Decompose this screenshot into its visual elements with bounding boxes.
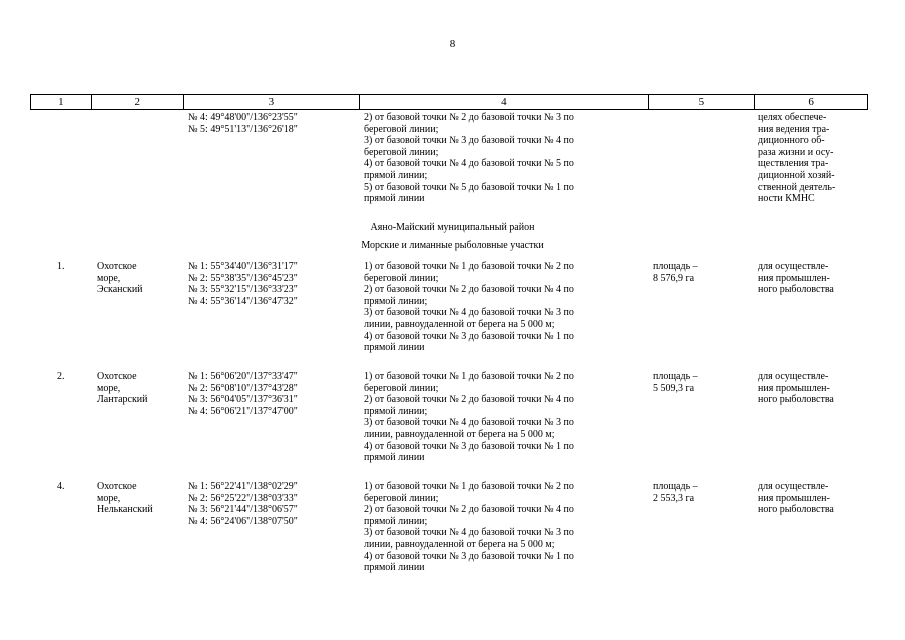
column-header-5: 5 (649, 95, 756, 109)
area-size: площадь – 2 553,3 га (653, 481, 698, 504)
district-title: Аяно-Майский муниципальный район (370, 222, 535, 233)
continuation-coords: № 4: 49°48'00"/136°23'55" № 5: 49°51'13"/136°26'18" (188, 112, 298, 135)
row-number: 4. (57, 481, 65, 492)
row-number: 1. (57, 261, 65, 272)
boundary-description: 1) от базовой точки № 1 до базовой точки № 2 по береговой линии; 2) от базовой точки № 2 до базовой точки № 4 по прямой линии; 3) от базовой точки № 4 до базовой точки № 3 по линии, равноудаленной от берега на 5 000 м; 4) от базовой точки № 3 до базовой точки № 1 по прямой линии (364, 481, 574, 574)
column-header-6: 6 (808, 96, 814, 108)
purpose: для осуществле- ния промышлен- ного рыболовства (758, 481, 834, 516)
area-size: площадь – 8 576,9 га (653, 261, 698, 284)
continuation-purpose: целях обеспече- ния ведения тра- диционного об- раза жизни и осу- ществления тра- диционной хозяй- ственной деятель- ности КМНС (758, 112, 836, 205)
column-header-1: 1 (31, 95, 92, 109)
area-name: Охотское море, Эсканский (97, 261, 143, 296)
column-header-2: 2 (92, 95, 184, 109)
continuation-boundary: 2) от базовой точки № 2 до базовой точки № 3 по береговой линии; 3) от базовой точки № 3 до базовой точки № 4 по береговой линии; 4) от базовой точки № 4 до базовой точки № 5 по прямой линии; 5) от базовой точки № 5 до базовой точки № 1 по прямой линии (364, 112, 574, 205)
boundary-description: 1) от базовой точки № 1 до базовой точки № 2 по береговой линии; 2) от базовой точки № 2 до базовой точки № 4 по прямой линии; 3) от базовой точки № 4 до базовой точки № 3 по линии, равноудаленной от берега на 5 000 м; 4) от базовой точки № 3 до базовой точки № 1 по прямой линии (364, 371, 574, 464)
purpose: для осуществле- ния промышлен- ного рыболовства (758, 371, 834, 406)
area-name: Охотское море, Лантарский (97, 371, 148, 406)
column-header-4: 4 (360, 95, 648, 109)
row-number: 2. (57, 371, 65, 382)
area-name: Охотское море, Нельканский (97, 481, 153, 516)
page-number: 8 (449, 38, 456, 50)
coordinates: № 1: 55°34'40"/136°31'17" № 2: 55°38'35"/136°45'23" № 3: 55°32'15"/136°33'23" № 4: 55°36'14"/136°47'32" (188, 261, 298, 307)
area-size: площадь – 5 509,3 га (653, 371, 698, 394)
table-header (30, 94, 868, 110)
boundary-description: 1) от базовой точки № 1 до базовой точки № 2 по береговой линии; 2) от базовой точки № 2 до базовой точки № 4 по прямой линии; 3) от базовой точки № 4 до базовой точки № 3 по линии, равноудаленной от берега на 5 000 м; 4) от базовой точки № 3 до базовой точки № 1 по прямой линии (364, 261, 574, 354)
purpose: для осуществле- ния промышлен- ного рыболовства (758, 261, 834, 296)
column-header-3: 3 (184, 95, 361, 109)
section-title: Морские и лиманные рыболовные участки (361, 240, 544, 251)
coordinates: № 1: 56°22'41"/138°02'29" № 2: 56°25'22"/138°03'33" № 3: 56°21'44"/138°06'57" № 4: 56°24'06"/138°07'50" (188, 481, 298, 527)
coordinates: № 1: 56°06'20"/137°33'47" № 2: 56°08'10"/137°43'28" № 3: 56°04'05"/137°36'31" № 4: 56°06'21"/137°47'00" (188, 371, 298, 417)
